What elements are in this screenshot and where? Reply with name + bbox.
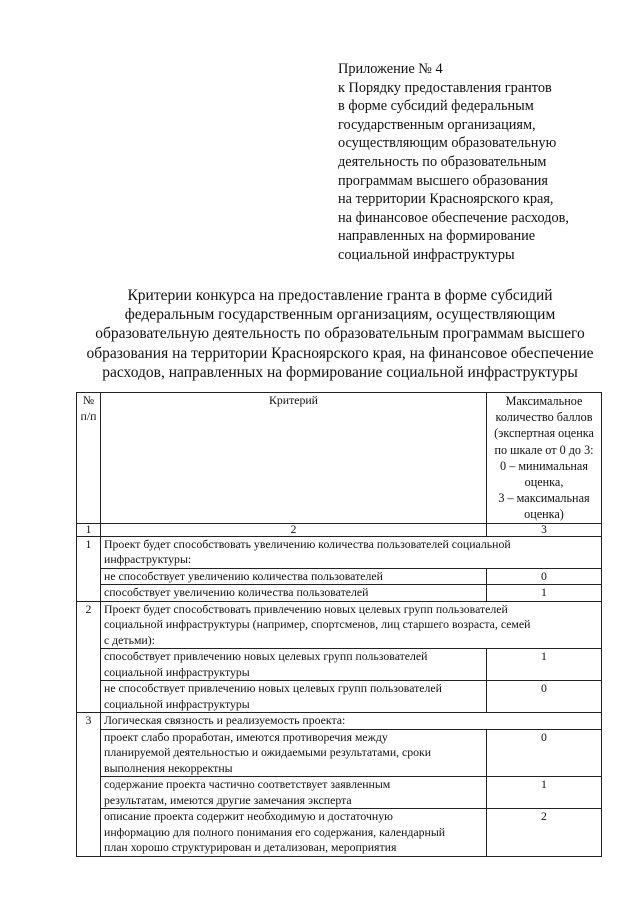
- option-line: проект слабо проработан, имеются противоречия между: [104, 729, 388, 744]
- appendix-line: деятельность по образовательным: [338, 153, 547, 170]
- appendix-line: социальной инфраструктуры: [338, 246, 515, 263]
- section-title-line: Логическая связность и реализуемость проекта:: [104, 713, 346, 728]
- section-title-line: Проект будет способствовать увеличению количества пользователей социальной: [104, 536, 511, 551]
- option-line: план хорошо структурирован и детализован, мероприятия: [104, 840, 397, 855]
- column-index: 2: [101, 523, 487, 536]
- option-line: способствует привлечению новых целевых групп пользователей: [104, 649, 428, 664]
- column-index: 1: [77, 523, 101, 536]
- section-title-line: инфраструктуры:: [104, 552, 192, 567]
- option-text: [101, 681, 487, 713]
- option-score: 2: [487, 809, 602, 857]
- table-row: [77, 649, 602, 681]
- section-title-line: с детьми):: [104, 632, 155, 647]
- option-line: не способствует увеличению количества пользователей: [104, 568, 383, 583]
- option-score: 1: [487, 649, 602, 681]
- section-title: [101, 713, 602, 730]
- option-line: способствует увеличению количества пользователей: [104, 585, 369, 600]
- header-max-line: количество баллов: [495, 410, 593, 425]
- table-row: [77, 777, 602, 809]
- header-max-line: (экспертная оценка: [494, 426, 594, 441]
- option-text: [101, 649, 487, 681]
- appendix-line: на финансовое обеспечение расходов,: [338, 209, 569, 226]
- header-criterion-cell: Критерий: [101, 393, 487, 524]
- appendix-line: программам высшего образования: [338, 172, 548, 189]
- section-title-line: Проект будет способствовать привлечению новых целевых групп пользователей: [104, 601, 508, 616]
- table-row: [77, 585, 602, 602]
- option-line: социальной инфраструктуры: [104, 664, 250, 679]
- table-row: [77, 601, 602, 649]
- title-line: Критерии конкурса на предоставление гранта в форме субсидий: [127, 287, 553, 304]
- option-text: [101, 568, 487, 585]
- table-row: [77, 809, 602, 857]
- header-max-score-cell: [487, 393, 602, 524]
- title-line: образования на территории Красноярского края, на финансовое обеспечение: [86, 344, 594, 362]
- table-row: [77, 568, 602, 585]
- table-header-row: [77, 393, 602, 524]
- option-line: содержание проекта частично соответствует заявленным: [104, 777, 391, 792]
- column-index-row: [77, 523, 602, 536]
- option-line: результатам, имеются другие замечания эксперта: [104, 792, 352, 807]
- option-text: [101, 809, 487, 857]
- option-line: выполнения некорректны: [104, 760, 233, 775]
- appendix-line: в форме субсидий федеральным: [338, 98, 534, 115]
- option-line: не способствует привлечению новых целевых групп пользователей: [104, 681, 442, 696]
- option-score: 1: [487, 585, 602, 602]
- option-score: 0: [487, 681, 602, 713]
- section-number: 2: [77, 601, 101, 713]
- option-line: информацию для полного понимания его содержания, календарный: [104, 824, 446, 839]
- table-row: [77, 729, 602, 777]
- option-line: социальной инфраструктуры: [104, 696, 250, 711]
- table-row: [77, 713, 602, 730]
- header-max-line: Максимальное: [505, 394, 583, 408]
- option-text: [101, 585, 487, 602]
- section-title: [101, 536, 602, 568]
- header-max-line: оценка,: [524, 475, 564, 490]
- option-score: 1: [487, 777, 602, 809]
- section-title: [101, 601, 602, 649]
- appendix-line: Приложение № 4: [338, 61, 443, 77]
- appendix-line: к Порядку предоставления грантов: [338, 79, 552, 96]
- appendix-line: осуществляющим образовательную: [338, 135, 557, 152]
- section-title-line: социальной инфраструктуры (например, спортсменов, лиц старшего возраста, семей: [104, 617, 531, 632]
- option-score: 0: [487, 568, 602, 585]
- section-number: 1: [77, 536, 101, 601]
- appendix-line: на территории Красноярского края,: [338, 191, 554, 208]
- table-row: [77, 536, 602, 568]
- criteria-table: [76, 392, 602, 857]
- option-text: [101, 777, 487, 809]
- appendix-heading: [338, 60, 628, 265]
- title-line: федеральным государственным организациям, осуществляющим: [124, 306, 556, 324]
- header-num-line: п/п: [80, 408, 97, 423]
- option-score: 0: [487, 729, 602, 777]
- table-row: [77, 681, 602, 713]
- header-max-line: оценка): [524, 507, 564, 522]
- option-line: планируемой деятельностью и ожидаемыми результатами, сроки: [104, 745, 432, 760]
- column-index: 3: [487, 523, 602, 536]
- section-number: 3: [77, 713, 101, 857]
- header-max-line: 3 – максимальная: [498, 491, 590, 506]
- header-max-line: 0 – минимальная: [500, 458, 588, 473]
- option-text: [101, 729, 487, 777]
- appendix-line: направленных на формирование: [338, 228, 536, 245]
- header-max-line: по шкале от 0 до 3:: [494, 442, 594, 457]
- option-line: описание проекта содержит необходимую и достаточную: [104, 809, 393, 824]
- header-num-cell: [77, 393, 101, 524]
- title-line: образовательную деятельность по образовательным программам высшего: [95, 325, 585, 343]
- appendix-line: государственным организациям,: [338, 116, 536, 133]
- title-line: расходов, направленных на формирование социальной инфраструктуры: [102, 363, 578, 381]
- document-title: [40, 286, 640, 382]
- header-num-line: №: [82, 393, 95, 407]
